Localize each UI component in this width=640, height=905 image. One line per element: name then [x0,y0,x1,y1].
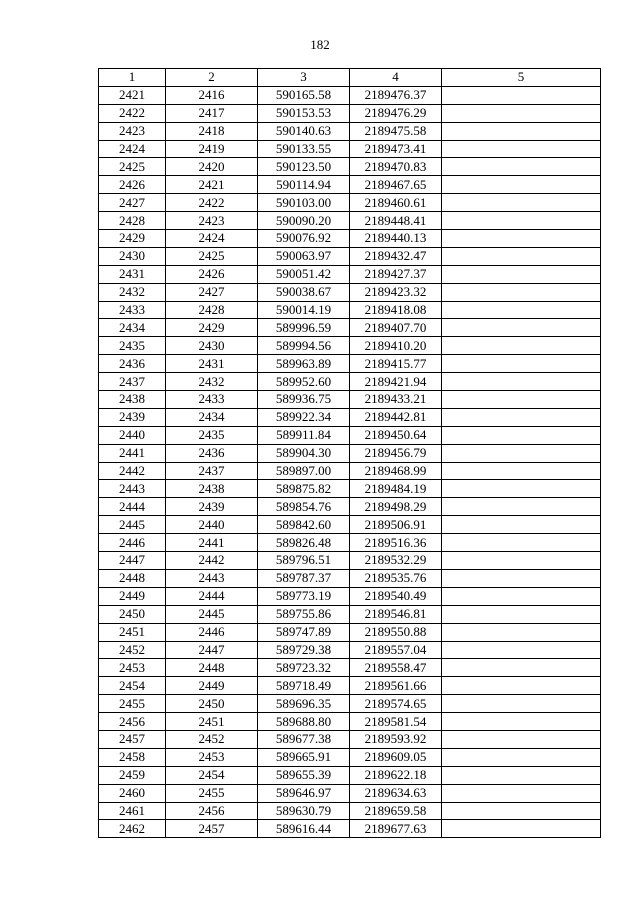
y-coordinate-cell: 2189593.92 [350,730,442,748]
y-coordinate-cell: 2189410.20 [350,337,442,355]
y-coordinate-cell: 2189467.65 [350,176,442,194]
point-number-cell: 2427 [99,194,166,212]
index-cell: 2443 [166,569,258,587]
index-cell: 2436 [166,444,258,462]
table-row [99,391,601,409]
note-cell [442,301,601,319]
table-row [99,122,601,140]
y-coordinate-cell: 2189468.99 [350,462,442,480]
note-cell [442,713,601,731]
point-number-cell: 2451 [99,623,166,641]
index-cell: 2435 [166,426,258,444]
point-number-cell: 2433 [99,301,166,319]
y-coordinate-cell: 2189484.19 [350,480,442,498]
point-number-cell: 2423 [99,122,166,140]
point-number-cell: 2462 [99,820,166,838]
x-coordinate-cell: 590153.53 [258,104,350,122]
x-coordinate-cell: 590123.50 [258,158,350,176]
table-row [99,158,601,176]
y-coordinate-cell: 2189532.29 [350,552,442,570]
point-number-cell: 2442 [99,462,166,480]
index-cell: 2430 [166,337,258,355]
point-number-cell: 2447 [99,552,166,570]
note-cell [442,355,601,373]
table-row [99,408,601,426]
y-coordinate-cell: 2189418.08 [350,301,442,319]
index-cell: 2428 [166,301,258,319]
column-header-5: 5 [442,69,601,87]
point-number-cell: 2441 [99,444,166,462]
table-row [99,426,601,444]
point-number-cell: 2422 [99,104,166,122]
y-coordinate-cell: 2189427.37 [350,265,442,283]
y-coordinate-cell: 2189634.63 [350,784,442,802]
table-row [99,677,601,695]
x-coordinate-cell: 589911.84 [258,426,350,444]
table-row [99,230,601,248]
table-row [99,140,601,158]
table-row [99,569,601,587]
note-cell [442,104,601,122]
y-coordinate-cell: 2189546.81 [350,605,442,623]
x-coordinate-cell: 590076.92 [258,230,350,248]
index-cell: 2422 [166,194,258,212]
y-coordinate-cell: 2189558.47 [350,659,442,677]
table-row [99,713,601,731]
y-coordinate-cell: 2189581.54 [350,713,442,731]
x-coordinate-cell: 590051.42 [258,265,350,283]
note-cell [442,605,601,623]
point-number-cell: 2448 [99,569,166,587]
x-coordinate-cell: 590140.63 [258,122,350,140]
y-coordinate-cell: 2189470.83 [350,158,442,176]
y-coordinate-cell: 2189415.77 [350,355,442,373]
point-number-cell: 2450 [99,605,166,623]
y-coordinate-cell: 2189550.88 [350,623,442,641]
table-row [99,784,601,802]
x-coordinate-cell: 589729.38 [258,641,350,659]
index-cell: 2446 [166,623,258,641]
y-coordinate-cell: 2189473.41 [350,140,442,158]
point-number-cell: 2456 [99,713,166,731]
x-coordinate-cell: 590090.20 [258,212,350,230]
index-cell: 2444 [166,587,258,605]
note-cell [442,194,601,212]
point-number-cell: 2425 [99,158,166,176]
note-cell [442,122,601,140]
table-row [99,695,601,713]
index-cell: 2451 [166,713,258,731]
y-coordinate-cell: 2189421.94 [350,373,442,391]
x-coordinate-cell: 589994.56 [258,337,350,355]
point-number-cell: 2454 [99,677,166,695]
y-coordinate-cell: 2189622.18 [350,766,442,784]
point-number-cell: 2452 [99,641,166,659]
x-coordinate-cell: 589665.91 [258,748,350,766]
index-cell: 2427 [166,283,258,301]
y-coordinate-cell: 2189677.63 [350,820,442,838]
table-row [99,516,601,534]
column-header-2: 2 [166,69,258,87]
table-row [99,337,601,355]
note-cell [442,802,601,820]
index-cell: 2455 [166,784,258,802]
y-coordinate-cell: 2189460.61 [350,194,442,212]
x-coordinate-cell: 590038.67 [258,283,350,301]
index-cell: 2419 [166,140,258,158]
y-coordinate-cell: 2189506.91 [350,516,442,534]
x-coordinate-cell: 589718.49 [258,677,350,695]
index-cell: 2454 [166,766,258,784]
y-coordinate-cell: 2189448.41 [350,212,442,230]
index-cell: 2417 [166,104,258,122]
y-coordinate-cell: 2189456.79 [350,444,442,462]
y-coordinate-cell: 2189516.36 [350,534,442,552]
point-number-cell: 2426 [99,176,166,194]
page-number: 182 [310,37,330,52]
index-cell: 2420 [166,158,258,176]
note-cell [442,444,601,462]
note-cell [442,462,601,480]
x-coordinate-cell: 589630.79 [258,802,350,820]
index-cell: 2449 [166,677,258,695]
column-header-4: 4 [350,69,442,87]
index-cell: 2431 [166,355,258,373]
table-row [99,373,601,391]
note-cell [442,86,601,104]
index-cell: 2423 [166,212,258,230]
y-coordinate-cell: 2189659.58 [350,802,442,820]
point-number-cell: 2443 [99,480,166,498]
x-coordinate-cell: 589875.82 [258,480,350,498]
table-row [99,498,601,516]
x-coordinate-cell: 590103.00 [258,194,350,212]
x-coordinate-cell: 589646.97 [258,784,350,802]
table-row [99,766,601,784]
x-coordinate-cell: 590063.97 [258,247,350,265]
table-row [99,534,601,552]
x-coordinate-cell: 589936.75 [258,391,350,409]
point-number-cell: 2434 [99,319,166,337]
table-row [99,641,601,659]
note-cell [442,158,601,176]
point-number-cell: 2457 [99,730,166,748]
index-cell: 2418 [166,122,258,140]
table-row [99,462,601,480]
y-coordinate-cell: 2189540.49 [350,587,442,605]
y-coordinate-cell: 2189433.21 [350,391,442,409]
note-cell [442,498,601,516]
point-number-cell: 2424 [99,140,166,158]
index-cell: 2433 [166,391,258,409]
index-cell: 2456 [166,802,258,820]
note-cell [442,516,601,534]
x-coordinate-cell: 590014.19 [258,301,350,319]
x-coordinate-cell: 589854.76 [258,498,350,516]
table-row [99,802,601,820]
x-coordinate-cell: 589963.89 [258,355,350,373]
point-number-cell: 2449 [99,587,166,605]
note-cell [442,552,601,570]
note-cell [442,391,601,409]
note-cell [442,695,601,713]
table-row [99,319,601,337]
x-coordinate-cell: 589897.00 [258,462,350,480]
table-row [99,587,601,605]
note-cell [442,587,601,605]
x-coordinate-cell: 589677.38 [258,730,350,748]
point-number-cell: 2446 [99,534,166,552]
note-cell [442,337,601,355]
coordinates-table [98,68,601,838]
note-cell [442,820,601,838]
point-number-cell: 2431 [99,265,166,283]
y-coordinate-cell: 2189475.58 [350,122,442,140]
note-cell [442,730,601,748]
note-cell [442,212,601,230]
index-cell: 2452 [166,730,258,748]
note-cell [442,534,601,552]
point-number-cell: 2440 [99,426,166,444]
table-row [99,86,601,104]
note-cell [442,569,601,587]
table-row [99,730,601,748]
x-coordinate-cell: 589723.32 [258,659,350,677]
table-row [99,176,601,194]
point-number-cell: 2435 [99,337,166,355]
note-cell [442,677,601,695]
y-coordinate-cell: 2189423.32 [350,283,442,301]
y-coordinate-cell: 2189609.05 [350,748,442,766]
table-row [99,480,601,498]
note-cell [442,283,601,301]
note-cell [442,176,601,194]
point-number-cell: 2458 [99,748,166,766]
note-cell [442,748,601,766]
note-cell [442,766,601,784]
point-number-cell: 2428 [99,212,166,230]
table-row [99,283,601,301]
x-coordinate-cell: 589842.60 [258,516,350,534]
y-coordinate-cell: 2189450.64 [350,426,442,444]
index-cell: 2441 [166,534,258,552]
table-body [99,86,601,837]
note-cell [442,230,601,248]
index-cell: 2426 [166,265,258,283]
column-header-1: 1 [99,69,166,87]
index-cell: 2416 [166,86,258,104]
x-coordinate-cell: 589826.48 [258,534,350,552]
note-cell [442,265,601,283]
note-cell [442,140,601,158]
table-row [99,212,601,230]
x-coordinate-cell: 589904.30 [258,444,350,462]
x-coordinate-cell: 590165.58 [258,86,350,104]
note-cell [442,247,601,265]
y-coordinate-cell: 2189557.04 [350,641,442,659]
table-row [99,605,601,623]
table-row [99,194,601,212]
index-cell: 2429 [166,319,258,337]
y-coordinate-cell: 2189476.29 [350,104,442,122]
y-coordinate-cell: 2189574.65 [350,695,442,713]
y-coordinate-cell: 2189476.37 [350,86,442,104]
note-cell [442,784,601,802]
table-row [99,247,601,265]
x-coordinate-cell: 589616.44 [258,820,350,838]
note-cell [442,408,601,426]
index-cell: 2453 [166,748,258,766]
index-cell: 2425 [166,247,258,265]
point-number-cell: 2421 [99,86,166,104]
index-cell: 2424 [166,230,258,248]
point-number-cell: 2432 [99,283,166,301]
index-cell: 2439 [166,498,258,516]
point-number-cell: 2436 [99,355,166,373]
index-cell: 2438 [166,480,258,498]
x-coordinate-cell: 590133.55 [258,140,350,158]
index-cell: 2442 [166,552,258,570]
index-cell: 2457 [166,820,258,838]
y-coordinate-cell: 2189440.13 [350,230,442,248]
point-number-cell: 2438 [99,391,166,409]
y-coordinate-cell: 2189535.76 [350,569,442,587]
x-coordinate-cell: 589787.37 [258,569,350,587]
note-cell [442,480,601,498]
index-cell: 2447 [166,641,258,659]
point-number-cell: 2461 [99,802,166,820]
point-number-cell: 2430 [99,247,166,265]
index-cell: 2432 [166,373,258,391]
index-cell: 2437 [166,462,258,480]
note-cell [442,426,601,444]
x-coordinate-cell: 589922.34 [258,408,350,426]
index-cell: 2450 [166,695,258,713]
note-cell [442,319,601,337]
table-row [99,301,601,319]
point-number-cell: 2459 [99,766,166,784]
x-coordinate-cell: 589655.39 [258,766,350,784]
note-cell [442,659,601,677]
x-coordinate-cell: 589796.51 [258,552,350,570]
point-number-cell: 2460 [99,784,166,802]
table-row [99,355,601,373]
x-coordinate-cell: 589688.80 [258,713,350,731]
note-cell [442,641,601,659]
x-coordinate-cell: 589696.35 [258,695,350,713]
x-coordinate-cell: 589747.89 [258,623,350,641]
index-cell: 2434 [166,408,258,426]
index-cell: 2448 [166,659,258,677]
x-coordinate-cell: 589773.19 [258,587,350,605]
y-coordinate-cell: 2189498.29 [350,498,442,516]
y-coordinate-cell: 2189407.70 [350,319,442,337]
column-header-3: 3 [258,69,350,87]
point-number-cell: 2445 [99,516,166,534]
note-cell [442,623,601,641]
index-cell: 2440 [166,516,258,534]
table-row [99,444,601,462]
point-number-cell: 2453 [99,659,166,677]
table-row [99,265,601,283]
note-cell [442,373,601,391]
index-cell: 2421 [166,176,258,194]
index-cell: 2445 [166,605,258,623]
y-coordinate-cell: 2189442.81 [350,408,442,426]
x-coordinate-cell: 590114.94 [258,176,350,194]
table-row [99,820,601,838]
point-number-cell: 2437 [99,373,166,391]
point-number-cell: 2429 [99,230,166,248]
x-coordinate-cell: 589755.86 [258,605,350,623]
y-coordinate-cell: 2189432.47 [350,247,442,265]
table-row [99,659,601,677]
y-coordinate-cell: 2189561.66 [350,677,442,695]
point-number-cell: 2455 [99,695,166,713]
table-row [99,748,601,766]
table-row [99,552,601,570]
table-header-row [99,69,601,87]
x-coordinate-cell: 589996.59 [258,319,350,337]
x-coordinate-cell: 589952.60 [258,373,350,391]
table-row [99,623,601,641]
point-number-cell: 2444 [99,498,166,516]
point-number-cell: 2439 [99,408,166,426]
table-row [99,104,601,122]
